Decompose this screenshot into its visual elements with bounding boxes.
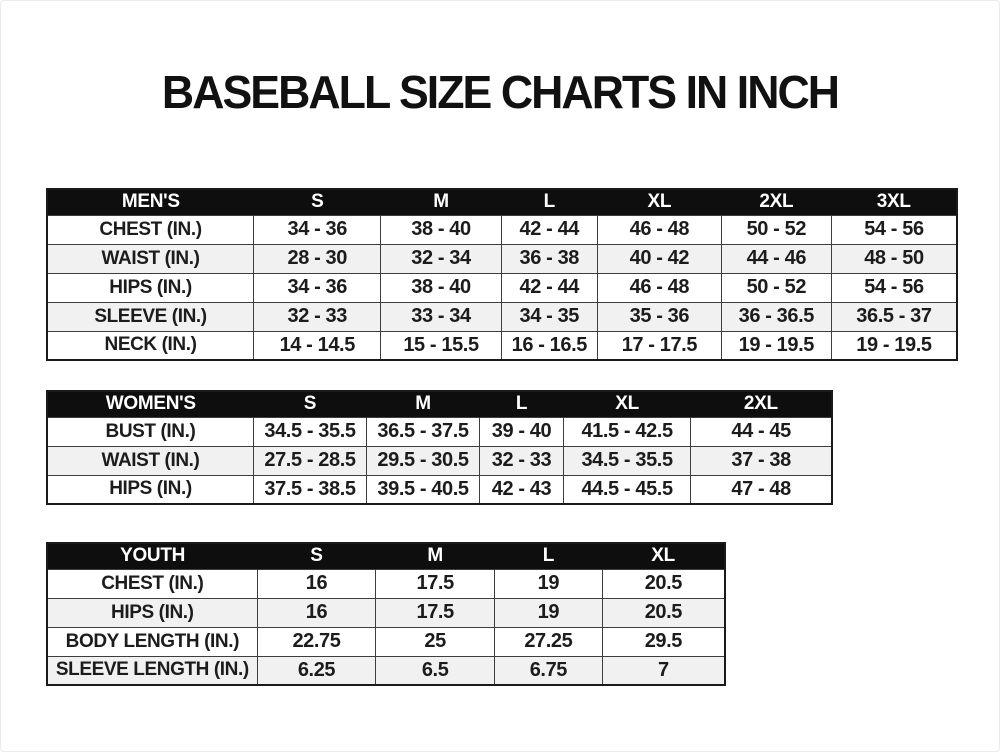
mens-measurement-value: 34 - 36 bbox=[254, 215, 381, 244]
mens-header-row bbox=[47, 189, 957, 215]
womens-table-row bbox=[47, 446, 832, 475]
mens-measurement-value: 50 - 52 bbox=[721, 273, 831, 302]
mens-measurement-value: 54 - 56 bbox=[831, 273, 957, 302]
youth-size-header: XL bbox=[602, 543, 725, 569]
youth-table-row bbox=[47, 656, 725, 685]
mens-measurement-value: 46 - 48 bbox=[598, 215, 722, 244]
mens-size-header: M bbox=[381, 189, 501, 215]
mens-measurement-value: 40 - 42 bbox=[598, 244, 722, 273]
womens-measurement-value: 32 - 33 bbox=[480, 446, 564, 475]
mens-measurement-label: NECK (IN.) bbox=[47, 331, 254, 360]
mens-measurement-label: HIPS (IN.) bbox=[47, 273, 254, 302]
mens-measurement-value: 33 - 34 bbox=[381, 302, 501, 331]
mens-measurement-value: 50 - 52 bbox=[721, 215, 831, 244]
womens-size-header: S bbox=[253, 391, 366, 417]
womens-measurement-value: 34.5 - 35.5 bbox=[253, 417, 366, 446]
mens-measurement-value: 34 - 35 bbox=[501, 302, 597, 331]
youth-size-table bbox=[46, 542, 726, 686]
mens-measurement-value: 48 - 50 bbox=[831, 244, 957, 273]
womens-size-table bbox=[46, 390, 833, 505]
youth-measurement-value: 6.75 bbox=[494, 656, 602, 685]
mens-size-table bbox=[46, 188, 958, 361]
womens-header-row bbox=[47, 391, 832, 417]
womens-table-title: WOMEN'S bbox=[47, 391, 253, 417]
mens-measurement-label: WAIST (IN.) bbox=[47, 244, 254, 273]
womens-measurement-value: 44.5 - 45.5 bbox=[564, 475, 691, 504]
youth-size-header: L bbox=[494, 543, 602, 569]
womens-measurement-value: 36.5 - 37.5 bbox=[366, 417, 479, 446]
womens-table-row bbox=[47, 475, 832, 504]
mens-size-header: 3XL bbox=[831, 189, 957, 215]
mens-measurement-value: 35 - 36 bbox=[598, 302, 722, 331]
mens-measurement-value: 17 - 17.5 bbox=[598, 331, 722, 360]
page-title: BASEBALL SIZE CHARTS IN INCH bbox=[161, 66, 839, 118]
youth-size-header: S bbox=[257, 543, 376, 569]
youth-measurement-label: HIPS (IN.) bbox=[47, 598, 257, 627]
mens-table-row bbox=[47, 244, 957, 273]
youth-measurement-value: 7 bbox=[602, 656, 725, 685]
womens-size-header: 2XL bbox=[691, 391, 832, 417]
womens-measurement-value: 39 - 40 bbox=[480, 417, 564, 446]
youth-table-row bbox=[47, 598, 725, 627]
womens-measurement-value: 47 - 48 bbox=[691, 475, 832, 504]
womens-size-header: XL bbox=[564, 391, 691, 417]
youth-measurement-value: 19 bbox=[494, 569, 602, 598]
mens-measurement-value: 16 - 16.5 bbox=[501, 331, 597, 360]
youth-measurement-value: 27.25 bbox=[494, 627, 602, 656]
youth-measurement-value: 20.5 bbox=[602, 598, 725, 627]
womens-measurement-label: HIPS (IN.) bbox=[47, 475, 253, 504]
mens-measurement-label: CHEST (IN.) bbox=[47, 215, 254, 244]
mens-size-header: L bbox=[501, 189, 597, 215]
youth-header-row bbox=[47, 543, 725, 569]
womens-size-header: M bbox=[366, 391, 479, 417]
mens-measurement-value: 14 - 14.5 bbox=[254, 331, 381, 360]
youth-measurement-value: 6.5 bbox=[376, 656, 495, 685]
youth-table-row bbox=[47, 569, 725, 598]
youth-table-row bbox=[47, 627, 725, 656]
mens-measurement-value: 42 - 44 bbox=[501, 273, 597, 302]
mens-measurement-value: 36 - 36.5 bbox=[721, 302, 831, 331]
womens-measurement-value: 39.5 - 40.5 bbox=[366, 475, 479, 504]
mens-size-header: S bbox=[254, 189, 381, 215]
mens-table-title: MEN'S bbox=[47, 189, 254, 215]
mens-measurement-value: 46 - 48 bbox=[598, 273, 722, 302]
mens-measurement-value: 32 - 33 bbox=[254, 302, 381, 331]
womens-measurement-value: 37 - 38 bbox=[691, 446, 832, 475]
mens-measurement-value: 42 - 44 bbox=[501, 215, 597, 244]
mens-measurement-value: 54 - 56 bbox=[831, 215, 957, 244]
womens-measurement-value: 42 - 43 bbox=[480, 475, 564, 504]
youth-measurement-value: 19 bbox=[494, 598, 602, 627]
mens-table-row bbox=[47, 331, 957, 360]
youth-measurement-value: 25 bbox=[376, 627, 495, 656]
mens-measurement-label: SLEEVE (IN.) bbox=[47, 302, 254, 331]
mens-size-header: 2XL bbox=[721, 189, 831, 215]
womens-measurement-label: WAIST (IN.) bbox=[47, 446, 253, 475]
mens-table-row bbox=[47, 273, 957, 302]
womens-measurement-value: 37.5 - 38.5 bbox=[253, 475, 366, 504]
mens-measurement-value: 34 - 36 bbox=[254, 273, 381, 302]
womens-measurement-value: 27.5 - 28.5 bbox=[253, 446, 366, 475]
womens-measurement-value: 34.5 - 35.5 bbox=[564, 446, 691, 475]
youth-measurement-value: 6.25 bbox=[257, 656, 376, 685]
youth-measurement-label: BODY LENGTH (IN.) bbox=[47, 627, 257, 656]
youth-measurement-label: CHEST (IN.) bbox=[47, 569, 257, 598]
youth-measurement-label: SLEEVE LENGTH (IN.) bbox=[47, 656, 257, 685]
mens-table-row bbox=[47, 302, 957, 331]
youth-measurement-value: 16 bbox=[257, 569, 376, 598]
womens-measurement-label: BUST (IN.) bbox=[47, 417, 253, 446]
mens-measurement-value: 38 - 40 bbox=[381, 273, 501, 302]
mens-measurement-value: 28 - 30 bbox=[254, 244, 381, 273]
youth-measurement-value: 29.5 bbox=[602, 627, 725, 656]
womens-size-header: L bbox=[480, 391, 564, 417]
youth-measurement-value: 16 bbox=[257, 598, 376, 627]
youth-table-title: YOUTH bbox=[47, 543, 257, 569]
youth-measurement-value: 20.5 bbox=[602, 569, 725, 598]
mens-measurement-value: 44 - 46 bbox=[721, 244, 831, 273]
mens-table-row bbox=[47, 215, 957, 244]
youth-measurement-value: 17.5 bbox=[376, 569, 495, 598]
womens-table-row bbox=[47, 417, 832, 446]
youth-measurement-value: 17.5 bbox=[376, 598, 495, 627]
mens-measurement-value: 19 - 19.5 bbox=[831, 331, 957, 360]
mens-size-header: XL bbox=[598, 189, 722, 215]
mens-measurement-value: 38 - 40 bbox=[381, 215, 501, 244]
womens-measurement-value: 41.5 - 42.5 bbox=[564, 417, 691, 446]
mens-measurement-value: 15 - 15.5 bbox=[381, 331, 501, 360]
womens-measurement-value: 44 - 45 bbox=[691, 417, 832, 446]
youth-measurement-value: 22.75 bbox=[257, 627, 376, 656]
womens-measurement-value: 29.5 - 30.5 bbox=[366, 446, 479, 475]
mens-measurement-value: 36.5 - 37 bbox=[831, 302, 957, 331]
youth-size-header: M bbox=[376, 543, 495, 569]
mens-measurement-value: 32 - 34 bbox=[381, 244, 501, 273]
mens-measurement-value: 36 - 38 bbox=[501, 244, 597, 273]
mens-measurement-value: 19 - 19.5 bbox=[721, 331, 831, 360]
